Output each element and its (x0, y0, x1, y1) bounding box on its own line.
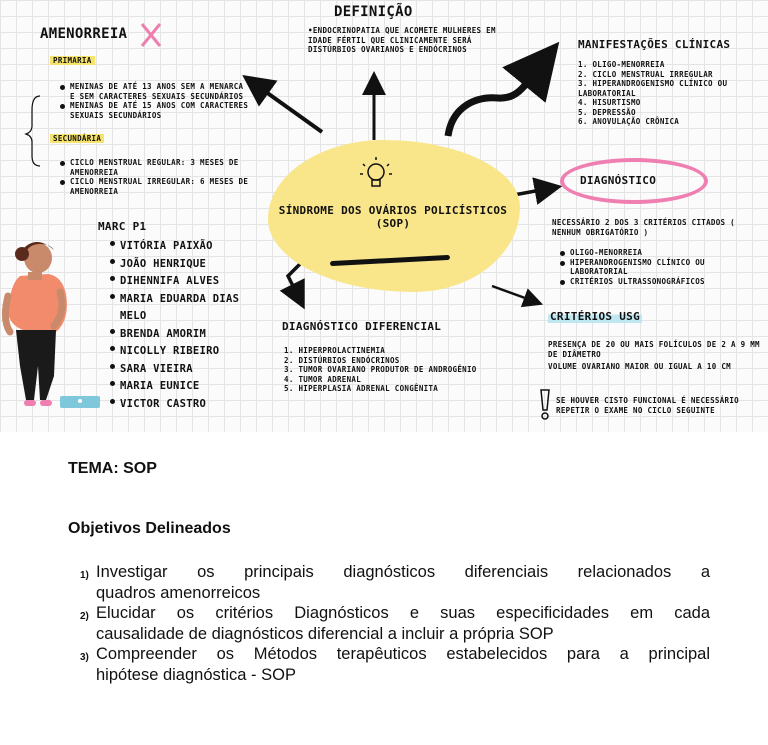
list-item: SARA VIEIRA (110, 361, 270, 379)
list-item: CICLO MENSTRUAL REGULAR: 3 MESES DE AMENORREIA (60, 158, 250, 177)
list-item: MENINAS DE ATÉ 13 ANOS SEM A MENARCA E SEM CARACTERES SEXUAIS SECUNDÁRIOS (60, 82, 250, 101)
diagnostico-list (560, 248, 766, 286)
lightbulb-icon (356, 154, 396, 198)
usg-line1: PRESENÇA DE 20 OU MAIS FOLÍCULOS DE 2 A 9 MM DE DIÂMETRO (548, 340, 760, 359)
diferencial-title: DIAGNÓSTICO DIFERENCIAL (282, 320, 442, 333)
list-item: OLIGO-MENORREIA (560, 248, 766, 258)
list-item: 5. HIPERPLASIA ADRENAL CONGÊNITA (284, 384, 439, 393)
team-title: MARC P1 (98, 220, 147, 233)
list-item: 1. HIPERPROLACTINEMIA (284, 346, 386, 355)
amenorreia-title: AMENORREIA (40, 26, 128, 42)
list-item: 2. CICLO MENSTRUAL IRREGULAR (578, 69, 713, 79)
diferencial-list (284, 346, 484, 394)
objectives-list (80, 562, 710, 685)
team-list (110, 238, 270, 413)
objective-number: 1) (80, 570, 89, 581)
list-item: CICLO MENSTRUAL IRREGULAR: 6 MESES DE AMENORREIA (60, 177, 250, 196)
usg-title: CRITÉRIOS USG (550, 310, 640, 323)
list-item (80, 603, 710, 644)
list-item: 3. HIPERANDROGENISMO CLÍNICO OU LABORATORIAL (578, 79, 728, 98)
objective-line2: causalidade de diagnósticos diferencial a incluir a própria SOP (96, 624, 554, 643)
list-item: CRITÉRIOS ULTRASSONOGRÁFICOS (560, 277, 766, 287)
primaria-label: PRIMARIA (50, 56, 95, 66)
diagnostico-title: DIAGNÓSTICO (580, 174, 657, 187)
objective-line1: Investigar os principais diagnósticos diferenciais relacionados a (96, 563, 710, 581)
list-item: MARIA EDUARDA DIAS MELO (110, 291, 270, 326)
diagnostico-intro: NECESSÁRIO 2 DOS 3 CRITÉRIOS CITADOS ( NENHUM OBRIGATÓRIO ) (552, 218, 735, 237)
woman-illustration (0, 236, 104, 416)
list-item (80, 562, 710, 603)
usg-note-line2: REPETIR O EXAME NO CICLO SEGUINTE (556, 405, 715, 415)
document-section (0, 432, 768, 745)
center-title-line2: (SOP) (375, 217, 411, 230)
objective-number: 2) (80, 611, 89, 622)
list-item: VITÓRIA PAIXÃO (110, 238, 270, 256)
list-item: 4. HISURTISMO (578, 98, 641, 107)
list-item: 1. OLIGO-MENORREIA (578, 60, 665, 69)
objective-number: 3) (80, 652, 89, 663)
list-item: BRENDA AMORIM (110, 326, 270, 344)
arrow-to-usg (492, 286, 536, 302)
manifestacoes-title: MANIFESTAÇÕES CLÍNICAS (578, 38, 731, 51)
arrow-to-amenorreia (252, 82, 322, 132)
list-item: JOÃO HENRIQUE (110, 256, 270, 274)
list-item: MARIA EUNICE (110, 378, 270, 396)
list-item: HIPERANDROGENISMO CLÍNICO OU LABORATORIAL (560, 258, 766, 277)
usg-note-line1: SE HOUVER CISTO FUNCIONAL É NECESSÁRIO (556, 396, 739, 405)
manifestacoes-list (578, 60, 768, 127)
objective-line2: hipótese diagnóstica - SOP (96, 665, 296, 684)
list-item: 3. TUMOR OVARIANO PRODUTOR DE ANDROGÊNIO (284, 365, 477, 374)
bracket (26, 96, 40, 166)
center-title (270, 204, 516, 230)
tema-heading: TEMA: SOP (68, 460, 157, 477)
secundaria-label: SECUNDÁRIA (50, 134, 104, 144)
usg-note (556, 396, 762, 415)
list-item: DIHENNIFA ALVES (110, 273, 270, 291)
list-item: 5. DEPRESSÃO (578, 107, 636, 117)
usg-line2: VOLUME OVARIANO MAIOR OU IGUAL A 10 CM (548, 362, 731, 371)
pink-x-icon (142, 24, 160, 46)
list-item (80, 644, 710, 685)
primaria-list (60, 82, 250, 120)
secundaria-list (60, 158, 250, 196)
objective-line2: quadros amenorreicos (96, 583, 261, 602)
list-item: NICOLLY RIBEIRO (110, 343, 270, 361)
exclamation-icon (538, 388, 552, 422)
objetivos-heading: Objetivos Delineados (68, 520, 231, 537)
list-item: 6. ANOVULAÇÃO CRÔNICA (578, 117, 680, 126)
definicao-text: •ENDOCRINOPATIA QUE ACOMETE MULHERES EM IDADE FÉRTIL QUE CLINICAMENTE SERÁ DISTÚRBIOS OVARIANOS E ENDÓCRINOS (308, 26, 496, 54)
list-item: 2. DISTÚRBIOS ENDÓCRINOS (284, 355, 400, 365)
center-title-line1: SÍNDROME DOS OVÁRIOS POLICÍSTICOS (278, 204, 508, 217)
definicao-title: DEFINIÇÃO (334, 4, 413, 20)
objective-line1: Compreender os Métodos terapêuticos estabelecidos para a principal (96, 645, 710, 663)
list-item: VICTOR CASTRO (110, 396, 270, 414)
arrow-to-manifestacoes (448, 58, 546, 136)
list-item: MENINAS DE ATÉ 15 ANOS COM CARACTERES SEXUAIS SECUNDÁRIOS (60, 101, 250, 120)
objective-line1: Elucidar os critérios Diagnósticos e suas especificidades em cada (96, 604, 710, 622)
list-item: 4. TUMOR ADRENAL (284, 374, 362, 384)
